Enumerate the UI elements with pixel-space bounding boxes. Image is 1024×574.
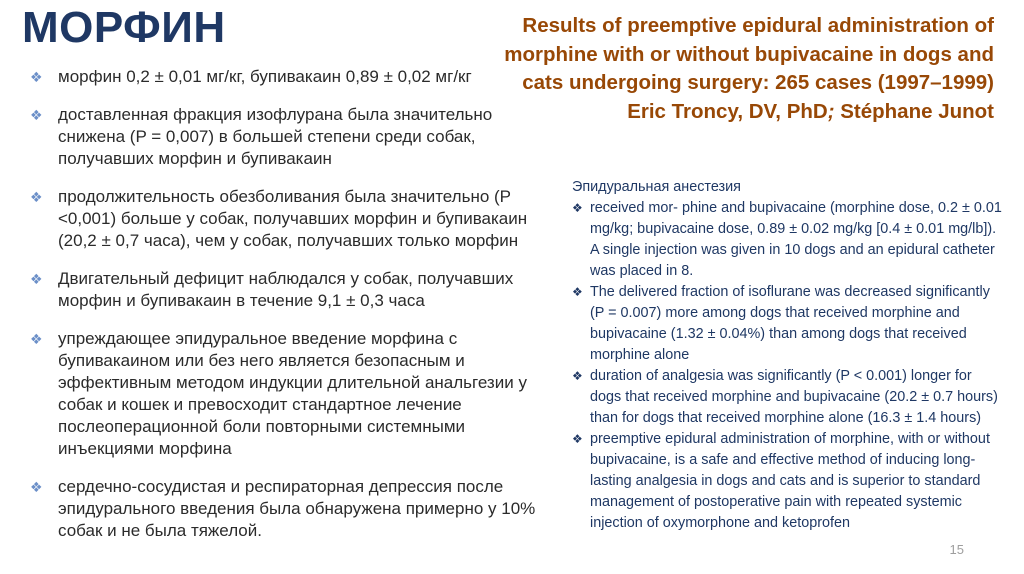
list-item: [30, 328, 555, 460]
paper-title: [494, 12, 994, 126]
list-item: [30, 66, 555, 88]
list-item: [572, 366, 1004, 429]
paper-authors: [494, 98, 994, 127]
list-item-text: The delivered fraction of isoflurane was decreased significantly (P = 0.007) more among dogs that received morphine and bupivacaine (1.32 ± 0.04%) than among dogs that received morphine alone: [590, 284, 990, 363]
diamond-bullet-icon: ❖: [572, 285, 583, 299]
list-item-text: морфин 0,2 ± 0,01 мг/кг, бупивакаин 0,89 ± 0,02 мг/кг: [58, 67, 472, 86]
diamond-bullet-icon: ❖: [572, 369, 583, 383]
list-item-text: preemptive epidural administration of morphine, with or without bupivacaine, is a safe and effective method of inducing long-lasting analgesia in dogs and cats and is superior to standard management of postoperative pain with repeated systemic injection of oxymorphone and ketoprofen: [590, 431, 990, 531]
section-heading: Эпидуральная анестезия: [572, 179, 741, 195]
list-item-text: доставленная фракция изофлурана была значительно снижена (P = 0,007) в большей степени среди собак, получавших морфин и бупивакаин: [58, 105, 493, 168]
list-item: [30, 186, 555, 252]
list-item: [30, 476, 555, 542]
diamond-bullet-icon: ❖: [30, 271, 43, 287]
list-item-text: duration of analgesia was significantly (P < 0.001) longer for dogs that received morphine and bupivacaine (20.2 ± 0.7 hours) than for dogs that received morphine alone (16.3 ± 1.4 hours): [590, 368, 998, 426]
list-item-text: Двигательный дефицит наблюдался у собак, получавших морфин и бупивакаин в течение 9,1 ± 0,3 часа: [58, 269, 514, 310]
list-item-text: продолжительность обезболивания была значительно (P <0,001) больше у собак, получавших морфин и бупивакаин (20,2 ± 0,7 часа), чем у собак, получавших только морфин: [58, 187, 528, 250]
list-item: [572, 198, 1004, 282]
list-item-text: упреждающее эпидуральное введение морфина с бупивакаином или без него является безопасным и эффективным методом индукции длительной анальгезии у собак и кошек и превосходит стандартное лечение послеоперационной боли повторными системными инъекциями морфина: [58, 329, 527, 458]
author-2: Stéphane Junot: [834, 99, 994, 123]
diamond-bullet-icon: ❖: [30, 107, 43, 123]
author-separator: ;: [827, 99, 835, 123]
paper-title-text: Results of preemptive epidural administration of morphine with or without bupivacaine in dogs and cats undergoing surgery: 265 cases (1997–1999): [504, 14, 994, 94]
diamond-bullet-icon: ❖: [572, 201, 583, 215]
list-item: [30, 104, 555, 170]
diamond-bullet-icon: ❖: [30, 331, 43, 347]
diamond-bullet-icon: ❖: [30, 479, 43, 495]
author-1: Eric Troncy, DV, PhD: [627, 99, 828, 123]
slide-title: МОРФИН: [22, 3, 226, 52]
page-number: 15: [949, 542, 964, 557]
russian-summary-list: [30, 66, 555, 542]
list-item-text: сердечно-сосудистая и респираторная депрессия после эпидурального введения была обнаружена примерно у 10% собак и не была тяжелой.: [58, 477, 536, 540]
list-item: [572, 282, 1004, 366]
list-item: [30, 268, 555, 312]
diamond-bullet-icon: ❖: [30, 189, 43, 205]
list-item-text: received mor- phine and bupivacaine (morphine dose, 0.2 ± 0.01 mg/kg; bupivacaine dose, 0.89 ± 0.02 mg/kg [0.4 ± 0.01 mg/lb]). A single injection was given in 10 dogs and an epidural catheter was placed in 8.: [590, 200, 1002, 279]
english-abstract-list: [572, 177, 1004, 534]
diamond-bullet-icon: ❖: [572, 432, 583, 446]
diamond-bullet-icon: ❖: [30, 69, 43, 85]
list-item: [572, 429, 1004, 534]
